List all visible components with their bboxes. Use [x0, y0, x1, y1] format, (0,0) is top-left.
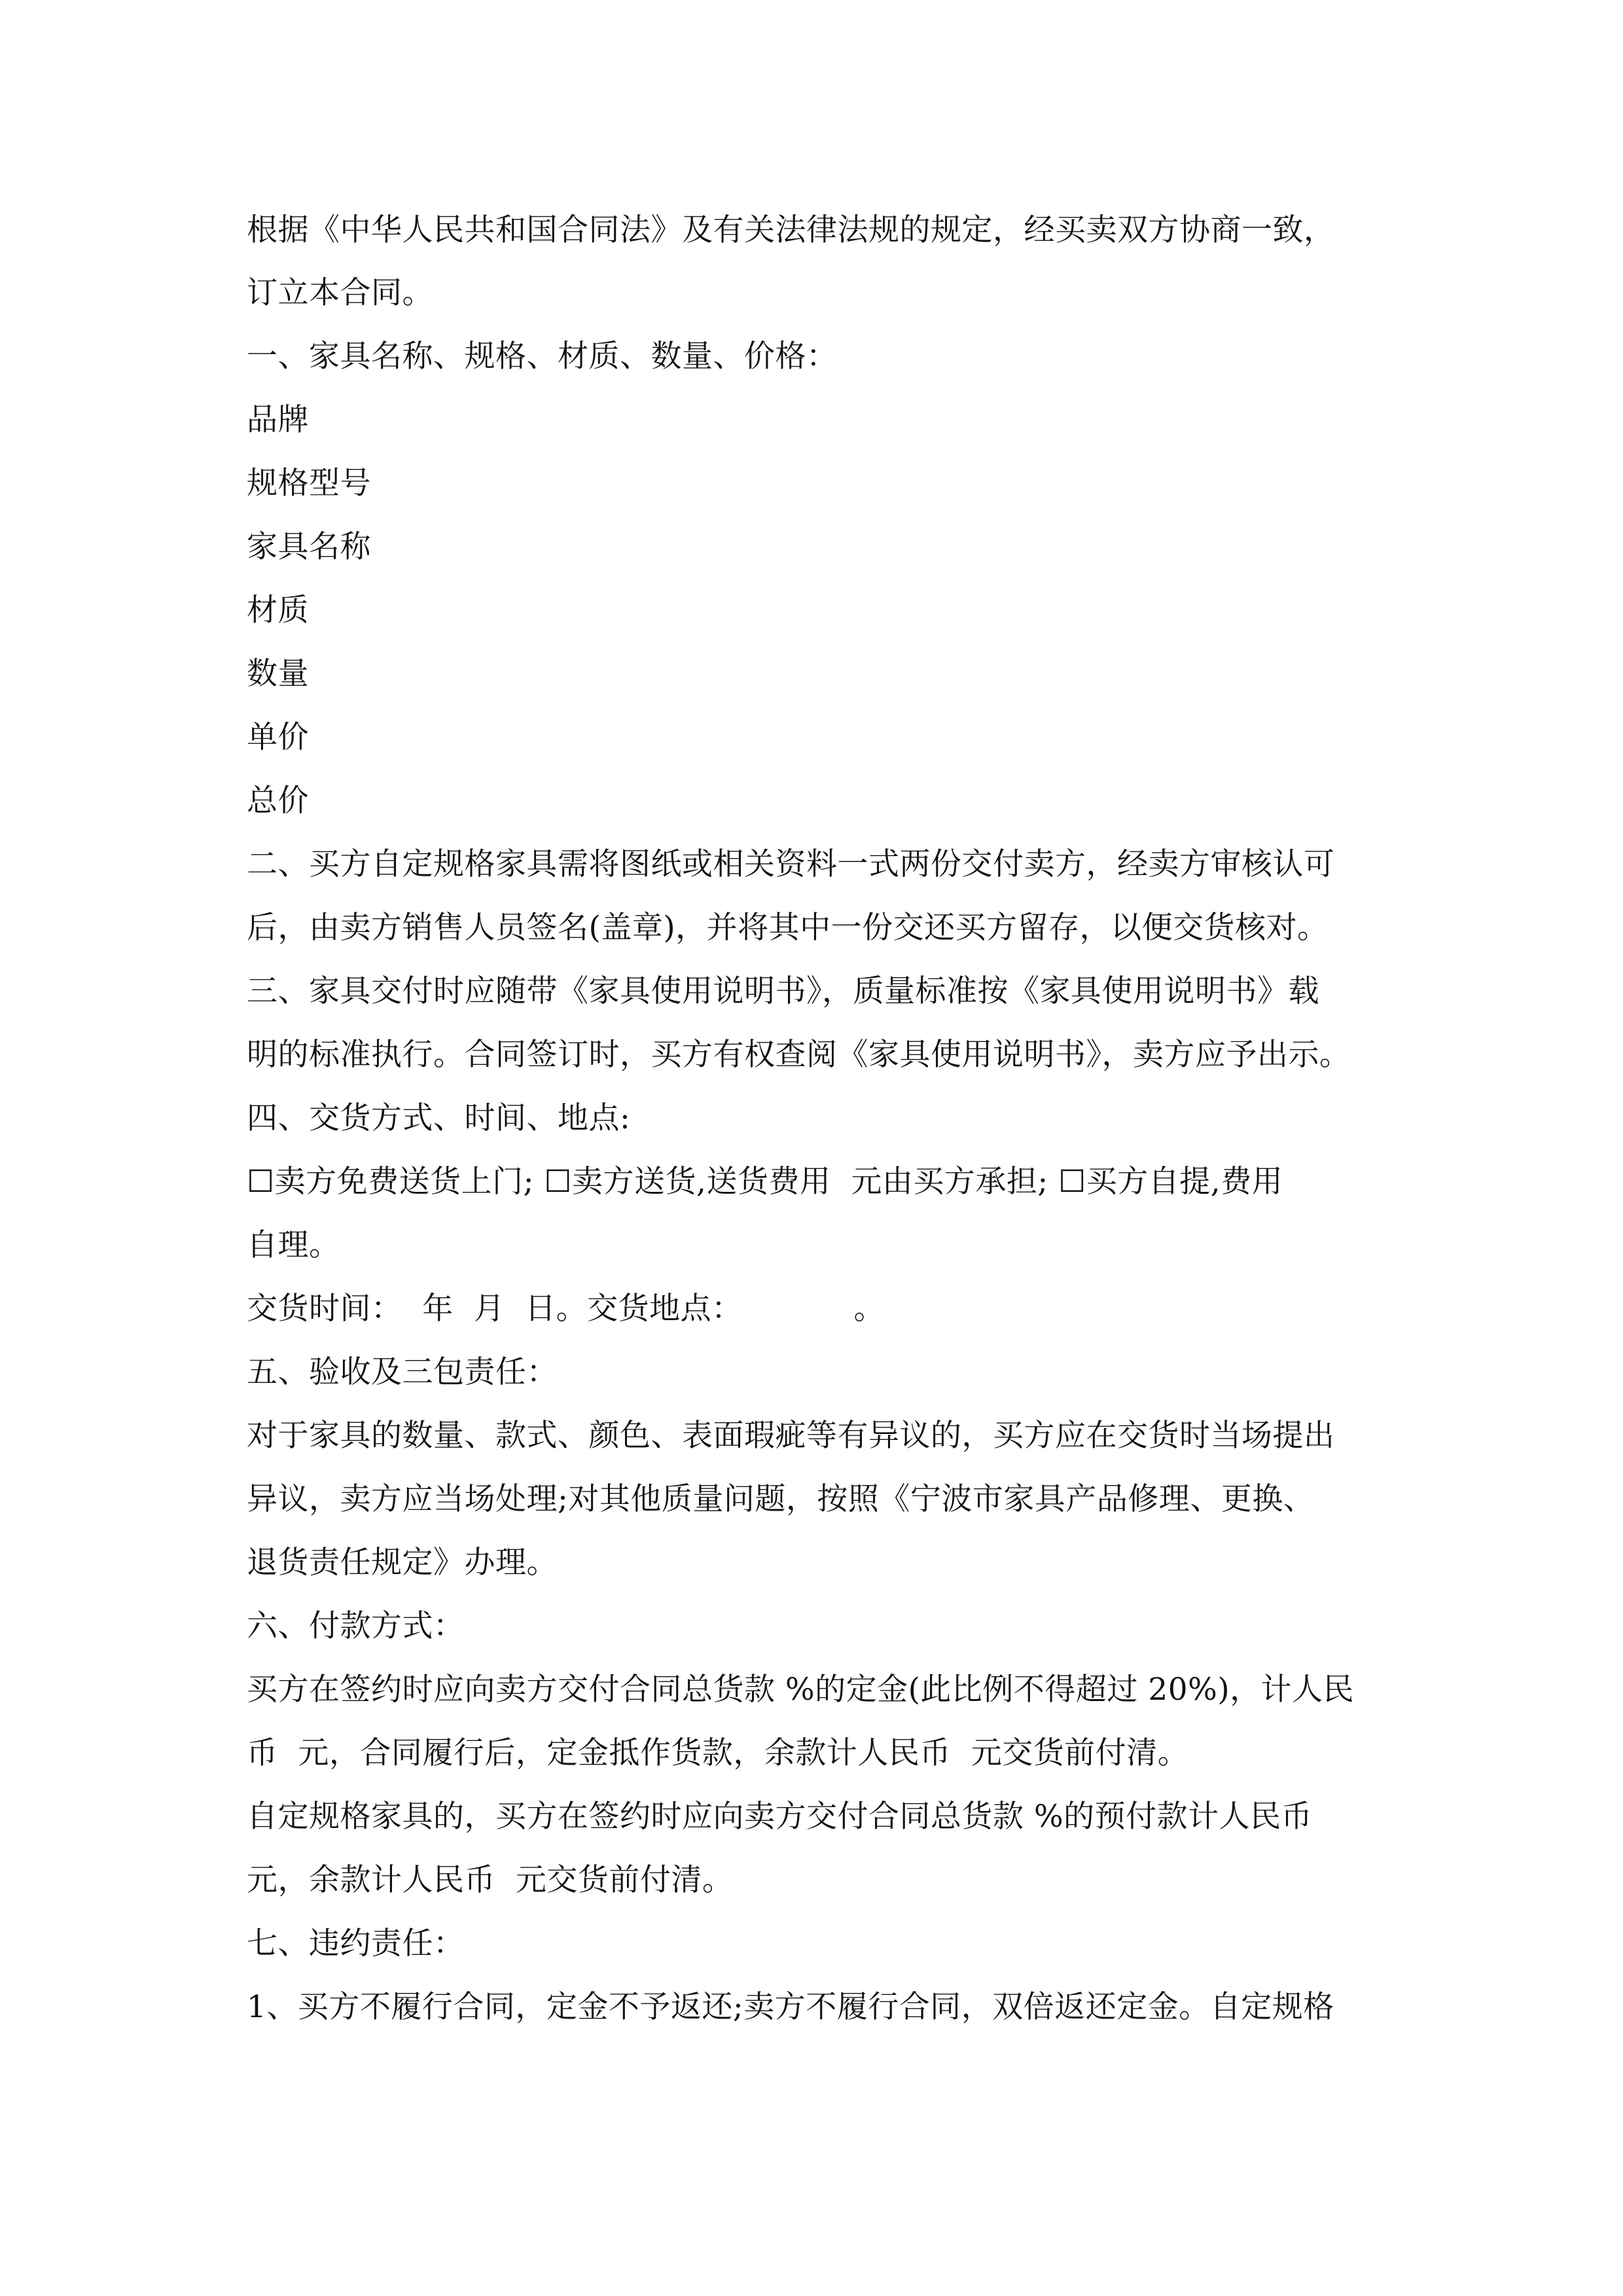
text-line: 自理。	[247, 1227, 340, 1263]
field-label: 规格型号	[247, 465, 371, 501]
text-line: 元，余款计人民币 元交货前付清。	[247, 1862, 734, 1898]
field-label: 单价	[247, 719, 309, 755]
text-line: 1、买方不履行合同，定金不予返还;卖方不履行合同，双倍返还定金。自定规格	[247, 1989, 1334, 2025]
text-line: 异议，卖方应当场处理;对其他质量问题，按照《宁波市家具产品修理、更换、	[247, 1481, 1315, 1517]
text-line: 订立本合同。	[247, 275, 433, 311]
text-line: 自定规格家具的，买方在签约时应向卖方交付合同总货款 %的预付款计人民币	[247, 1799, 1313, 1835]
text-line: 买方在签约时应向卖方交付合同总货款 %的定金(此比例不得超过 20%)，计人民	[247, 1672, 1355, 1708]
section-heading: 一、家具名称、规格、材质、数量、价格：	[247, 338, 838, 374]
text-line: 根据《中华人民共和国合同法》及有关法律法规的规定，经买卖双方协商一致，	[247, 212, 1335, 248]
text-line: 三、家具交付时应随带《家具使用说明书》，质量标准按《家具使用说明书》载	[247, 973, 1319, 1009]
section-heading: 五、验收及三包责任：	[247, 1354, 558, 1390]
section-heading: 六、付款方式：	[247, 1608, 465, 1644]
text-line: ☐卖方免费送货上门; ☐卖方送货,送货费用 元由买方承担; ☐买方自提,费用	[247, 1164, 1283, 1200]
section-heading: 四、交货方式、时间、地点:	[247, 1100, 631, 1136]
text-line: 币 元，合同履行后，定金抵作货款，余款计人民币 元交货前付清。	[247, 1735, 1189, 1771]
field-label: 数量	[247, 656, 309, 692]
text-line: 二、买方自定规格家具需将图纸或相关资料一式两份交付卖方，经卖方审核认可	[247, 846, 1335, 882]
text-line: 退货责任规定》办理。	[247, 1545, 558, 1581]
text-line: 交货时间： 年 月 日。交货地点： 。	[247, 1291, 885, 1327]
section-heading: 七、违约责任：	[247, 1926, 465, 1962]
field-label: 总价	[247, 783, 309, 819]
text-line: 对于家具的数量、款式、颜色、表面瑕疵等有异议的，买方应在交货时当场提出	[247, 1418, 1335, 1454]
text-line: 明的标准执行。合同签订时，买方有权查阅《家具使用说明书》，卖方应予出示。	[247, 1037, 1351, 1073]
field-label: 家具名称	[247, 529, 371, 565]
field-label: 材质	[247, 592, 309, 628]
field-label: 品牌	[247, 402, 309, 438]
text-line: 后，由卖方销售人员签名(盖章)，并将其中一份交还买方留存，以便交货核对。	[247, 910, 1329, 946]
